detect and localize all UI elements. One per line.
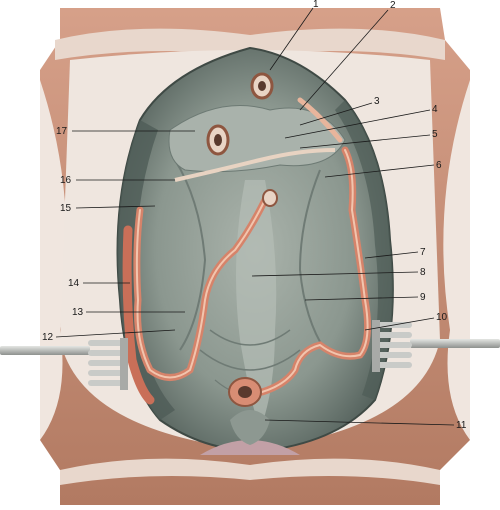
callout-4: 4 [432, 104, 438, 115]
callout-7: 7 [420, 247, 426, 258]
callout-6: 6 [436, 160, 442, 171]
callout-16: 16 [60, 175, 72, 186]
callout-15: 15 [60, 203, 72, 214]
callout-17: 17 [56, 126, 68, 137]
callout-11: 11 [456, 420, 467, 431]
callout-5: 5 [432, 129, 438, 140]
callout-13: 13 [72, 307, 84, 318]
callout-14: 14 [68, 278, 80, 289]
callout-1: 1 [313, 0, 319, 10]
callout-3: 3 [374, 96, 380, 107]
callout-8: 8 [420, 267, 426, 278]
callout-9: 9 [420, 292, 426, 303]
callout-12: 12 [42, 332, 54, 343]
callout-10: 10 [436, 312, 448, 323]
callout-2: 2 [390, 0, 396, 11]
